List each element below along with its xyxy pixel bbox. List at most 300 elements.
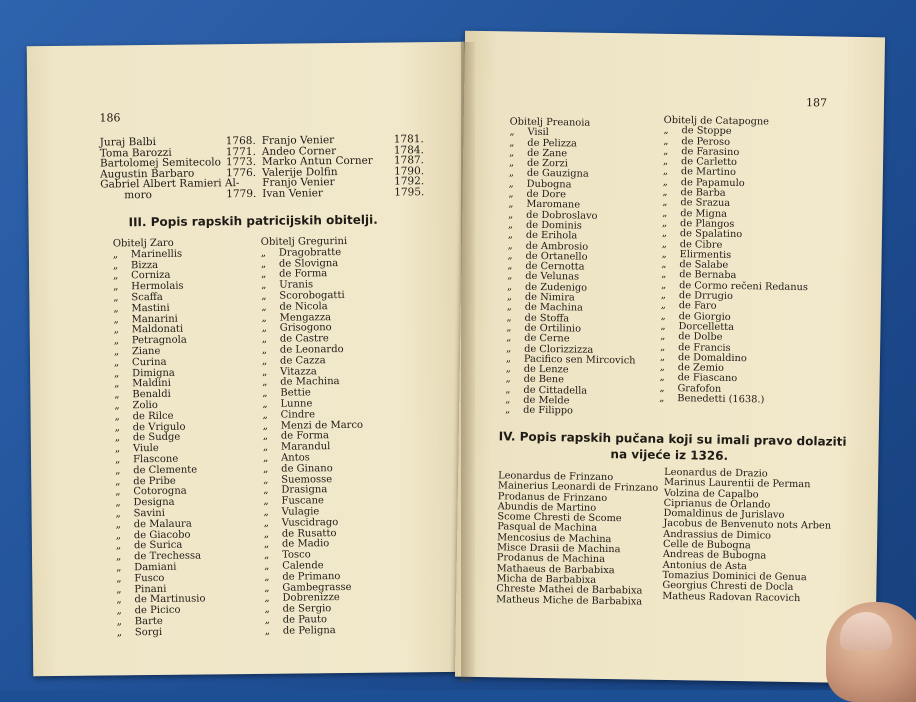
list-item [117,627,206,639]
ditto-mark: „ [662,176,668,188]
ditto-mark: „ [508,178,514,190]
list-item-text: Petragnola [131,334,187,347]
list-item-text: de Pelizza [527,137,578,150]
list-item-text: Suemosse [281,473,333,486]
section-heading-iv-line2: na vijeće iz 1326. [610,447,729,463]
list-item-text: de Bene [523,374,565,386]
list-item-text: de Trechessa [134,550,202,563]
commoners-column-1 [496,471,658,607]
list-item-text: Cotorogna [133,485,187,498]
list-item-text: de Plangos [680,218,735,230]
list-item-text: de Zudenigo [524,281,588,294]
list-item-text: de Zorzi [526,157,568,170]
list-item-text: Benaldi [132,388,171,401]
list-item-text: Andrassius de Dimico [663,528,772,542]
list-item-text: Bettie [280,387,311,399]
ditto-mark: „ [660,341,666,353]
doge-year: 1792. [394,175,425,188]
ditto-mark: „ [662,207,668,219]
doge-name: Marko Antun Corner [261,154,373,169]
ditto-mark: „ [114,421,120,433]
ditto-mark: „ [114,432,121,444]
ditto-mark: „ [114,443,121,455]
list-item-text: Ciprianus de Orlando [663,497,771,511]
ditto-mark: „ [508,167,515,180]
list-item-text: Sorgi [134,626,163,638]
list-item-text: de Vrigulo [132,421,186,433]
ditto-mark: „ [114,454,121,466]
ditto-mark: „ [663,145,669,157]
family-list-column-3 [505,117,639,418]
list-item-text: de Migna [680,207,728,220]
list-item-text: de Martino [680,166,737,179]
list-item-text: de Melde [523,394,570,407]
ditto-mark: „ [662,156,669,168]
list-item-text: de Dobroslavo [526,209,598,222]
list-item-text: Vuscidrago [281,516,339,529]
list-item-text: Zolio [132,399,158,412]
list-item-text: Maldonati [131,324,184,336]
list-item-text: de Domaldino [677,351,747,365]
ditto-mark: „ [263,506,269,518]
ditto-mark: „ [262,366,268,378]
list-item-text: de Primano [282,570,341,583]
ditto-mark: „ [660,331,666,343]
ditto-mark: „ [114,389,120,401]
list-item-text: de Machina [280,376,340,389]
doge-year: 1768. [225,134,256,148]
ditto-mark: „ [264,603,270,615]
doge-name: Valerije Dolfin [261,165,338,179]
ditto-mark: „ [662,217,668,229]
list-item-text: Corniza [131,270,171,282]
list-item-text: de Nimira [524,291,575,304]
left-page [27,42,472,677]
list-item-text: Dubogna [526,178,572,191]
list-item-text: Dobrenizze [282,592,340,604]
list-first-entry: Obitelj Gregurini [260,235,348,248]
list-item-text: Matheus Miche de Barbabixa [496,593,643,608]
list-item-text: Benedetti (1638.) [677,393,765,406]
list-item-text: de Gauzigna [526,168,589,181]
ditto-mark: „ [115,486,121,498]
doge-name: Ivan Venier [262,187,323,200]
list-item-text: Andreas de Bubogna [662,549,767,562]
ditto-mark: „ [264,625,271,637]
list-item-text: Scaffa [131,291,163,304]
list-item-text: Viule [132,443,159,455]
list-item-text: Damiani [134,561,177,574]
list-item-text: Antonius de Asta [662,559,747,572]
list-item-text: de Slovigna [278,257,339,270]
list-item-text: de Martinusio [134,593,206,606]
ditto-mark: „ [112,249,119,261]
list-item-text: Vulagie [281,506,320,518]
ditto-mark: „ [263,539,270,551]
ditto-mark: „ [509,147,515,159]
list-item-text: de Giorgio [678,310,731,323]
ditto-mark: „ [661,238,667,250]
ditto-mark: „ [507,229,514,241]
list-item-text: de Clemente [133,464,198,476]
ditto-mark: „ [507,219,514,231]
ditto-mark: „ [116,605,122,617]
list-item-text: Gambegrasse [282,581,352,594]
ditto-mark: „ [505,404,511,416]
list-item [659,394,806,407]
ditto-mark: „ [661,248,667,260]
list-item-text: Prodanus de Frinzano [497,490,608,504]
doge-year: 1773. [225,156,257,169]
ditto-mark: „ [261,344,268,356]
ditto-mark: „ [505,373,511,385]
list-item-text: Georgius Chresti de Docla [662,580,794,594]
list-item-text: Pinani [134,583,167,595]
list-item-text: Flascone [132,453,179,466]
list-item-text: de Sergio [282,603,332,615]
list-item-text: de Erihola [525,229,578,242]
ditto-mark: „ [116,583,122,595]
list-item-text: Dorcelletta [678,321,735,333]
ditto-mark: „ [263,485,269,497]
list-item-text: de Bernaba [679,269,737,282]
ditto-mark: „ [112,259,119,272]
page-number-right: 187 [805,96,828,110]
ditto-mark: „ [263,474,269,486]
list-item-text: Tosco [281,549,311,561]
list-item-text: Pacifico sen Mircovich [523,353,636,367]
list-item-text: de Forma [280,430,330,443]
list-item-text: Dragobratte [278,246,342,259]
ditto-mark: „ [507,270,513,282]
page-number-left: 186 [99,111,121,125]
doge-year: 1790. [393,164,425,178]
list-item-text: de Fiascano [677,372,738,385]
ditto-mark: „ [659,372,665,384]
list-item-text: de Ambrosio [525,240,589,253]
list-item-text: de Cibre [679,238,723,251]
list-item-text: Tomazius Dominici de Genua [662,569,807,584]
ditto-mark: „ [114,411,120,423]
list-item-text: Drasigna [281,484,328,496]
list-item-text: Domaldinus de Jurislavo [663,508,785,522]
list-item-text: Calende [282,560,324,572]
ditto-mark: „ [262,377,268,389]
list-item-text: de Peroso [681,135,731,148]
list-item-text: Mastini [131,302,170,315]
ditto-mark: „ [262,431,269,443]
family-list-column-1 [113,238,206,638]
ditto-mark: „ [262,452,269,464]
list-item-text: Dimigna [132,367,175,379]
ditto-mark: „ [662,197,668,209]
ditto-mark: „ [661,269,667,281]
list-item-text: Manarini [131,313,178,325]
list-item-text: de Dolbe [678,331,723,344]
list-item-text: de Madio [281,538,330,550]
list-item-text: Mencosius de Machina [497,532,612,545]
ditto-mark: „ [115,540,122,552]
list-item-text: Leonardus de Drazio [664,466,768,480]
list-item-text: Menzi de Marco [280,419,364,432]
ditto-mark: „ [264,593,270,605]
list-item-text: de Dore [526,188,567,201]
ditto-mark: „ [508,209,514,221]
list-item-text: Chreste Mathei de Barbabixa [496,583,643,597]
ditto-mark: „ [660,289,667,301]
list-item-text: de Spalatino [679,228,743,241]
doge-year: 1781. [393,133,424,146]
list-item-text: de Srazua [680,197,731,210]
list-item-text: Uranis [279,279,314,291]
ditto-mark: „ [263,517,269,529]
ditto-mark: „ [113,335,120,347]
list-item-text: Grisogono [279,322,332,335]
list-item-text: Micha de Barbabixa [496,573,597,586]
ditto-mark: „ [507,240,513,252]
doge-year: 1787. [393,154,425,167]
ditto-mark: „ [260,247,267,259]
list-item-text: Marinus Laurentii de Perman [663,477,811,491]
ditto-mark: „ [659,351,666,363]
ditto-mark: „ [662,166,669,178]
list-item-text: Mathaeus de Barbabixa [496,562,615,576]
ditto-mark: „ [508,198,514,210]
ditto-mark: „ [507,260,513,272]
list-item-text: de Nicola [279,300,328,313]
book-gutter [461,42,475,682]
list-item-text: de Lenze [523,363,569,376]
ditto-mark: „ [659,382,665,394]
list-item-text: de Velunas [525,271,580,284]
list-item-text: Maromane [526,199,581,211]
list-item-text: Fusco [134,572,165,584]
list-item-text: de Cormo rečeni Redanus [679,279,809,293]
family-list-column-4 [659,116,810,407]
list-item-text: de Farasino [681,146,740,158]
ditto-mark: „ [663,125,669,137]
list-item-text: de Ortilinio [524,322,582,335]
list-first-entry: Obitelj de Catapogne [663,114,770,128]
ditto-mark: „ [262,387,268,400]
ditto-mark: „ [116,573,122,585]
ditto-mark: „ [262,409,268,421]
ditto-mark: „ [508,188,514,200]
ditto-mark: „ [261,323,267,335]
list-item-text: de Forma [279,268,328,281]
ditto-mark: „ [261,280,267,292]
doge-year: 1795. [394,186,425,199]
list-item-text: de Rusatto [281,527,337,540]
list-item-text: de Barba [680,187,726,199]
list-item-text: de Peligna [282,624,336,637]
ditto-mark: „ [660,320,666,332]
list-item-text: Grafofon [677,382,722,395]
right-page [455,31,885,684]
ditto-mark: „ [261,269,267,281]
ditto-mark: „ [113,324,119,336]
list-item-text: de Picico [134,604,181,617]
list-first-entry: Obitelj Preanoia [509,116,591,129]
list-item-text: Pasqual de Machina [497,521,598,535]
list-item [505,406,635,418]
list-item-text: Hermolais [131,280,184,293]
ditto-mark: „ [115,465,121,477]
list-item-text: de Filippo [523,405,574,417]
list-item-text: Celle de Bubogna [662,538,751,552]
list-item-text: de Cittadella [523,384,588,397]
ditto-mark: „ [506,291,513,303]
list-item-text: de Drrugio [678,290,734,303]
list-item-text: Marandul [280,441,331,453]
list-item-text: Scorobogatti [279,289,345,302]
ditto-mark: „ [116,562,122,574]
list-item-text: Elirmentis [679,248,732,261]
list-item-text: de Stoppe [681,125,732,138]
ditto-mark: „ [115,508,121,520]
ditto-mark: „ [660,300,666,312]
list-item-text: Fuscane [281,495,324,507]
list-item-text: Lunne [280,398,313,410]
ditto-mark: „ [261,301,267,313]
list-item-text: Scome Chresti de Scome [497,511,622,525]
ditto-mark: „ [659,392,665,404]
list-item-text: Mainerius Leonardi de Frinzano [497,480,659,495]
list-item-text: Designa [133,496,175,509]
doge-name: Toma Barozzi [99,146,172,160]
ditto-mark: „ [505,363,511,375]
ditto-mark: „ [262,398,268,410]
list-item [496,595,656,608]
ditto-mark: „ [115,519,121,531]
ditto-mark: „ [263,463,269,475]
doge-name: moro [124,189,152,202]
list-item-text: de Surica [133,540,183,552]
ditto-mark: „ [506,301,512,313]
ditto-mark: „ [506,322,512,334]
ditto-mark: „ [115,529,122,541]
list-item-text: de Pribe [133,475,176,487]
list-item-text: de Stoffa [524,312,570,325]
ditto-mark: „ [116,594,122,606]
ditto-mark: „ [116,551,122,563]
doge-year: 1771. [225,145,256,158]
list-item-text: de Francis [678,341,731,354]
list-item-text: de Papamulo [680,176,745,189]
list-item-text: de Sudge [132,432,181,444]
ditto-mark: „ [264,582,270,594]
family-list-column-2 [261,237,366,638]
ditto-mark: „ [505,384,511,396]
list-item-text: Matheus Radovan Racovich [662,590,801,604]
ditto-mark: „ [114,367,120,379]
ditto-mark: „ [661,228,668,240]
doge-name: Franjo Venier [262,176,335,190]
ditto-mark: „ [113,270,119,282]
ditto-mark: „ [114,378,120,390]
list-item-text: de Castre [279,333,329,345]
list-item-text: de Malaura [133,518,192,530]
commoners-column-2 [662,468,832,604]
list-item-text: Antos [280,452,310,464]
list-item-text: de Machina [524,302,583,314]
ditto-mark: „ [262,441,269,453]
ditto-mark: „ [261,312,267,324]
list-item-text: Misce Drasii de Machina [496,542,621,556]
doge-name: Andeo Corner [261,144,337,158]
doge-name: Gabriel Albert Ramieri Al- [100,177,240,191]
ditto-mark: „ [507,250,513,262]
ditto-mark: „ [113,303,119,315]
section-heading-iv-line1: IV. Popis rapskih pučana koji su imali pravo dolaziti [498,429,847,449]
list-item-text: Vitazza [280,365,317,378]
ditto-mark: „ [116,627,123,639]
list-item-text: Savini [133,507,165,520]
ditto-mark: „ [662,186,668,199]
list-item-text: Barte [134,615,163,628]
list-item-text: Abundis de Martino [497,501,597,514]
doge-year: 1776. [225,166,257,180]
ditto-mark: „ [508,157,515,169]
ditto-mark: „ [260,258,267,270]
list-item-text: de Leonardo [279,343,344,356]
list-item-text: de Cazza [279,354,326,367]
list-item-text: Visil [527,127,549,139]
list-item-text: Leonardus de Frinzano [498,470,614,484]
ditto-mark: „ [659,361,665,374]
ditto-mark: „ [506,281,513,293]
list-item-text: de Carletto [680,156,738,169]
ditto-mark: „ [509,137,515,149]
list-item-text: de Cerne [524,332,570,345]
ditto-mark: „ [113,357,120,369]
list-item-text: de Faro [678,300,717,313]
doge-name: Juraj Balbi [99,135,157,149]
ditto-mark: „ [113,346,120,358]
doge-name: Bartolomej Semitecolo [99,156,222,170]
ditto-mark: „ [113,313,119,325]
ditto-mark: „ [113,281,119,293]
list-item-text: de Zane [527,147,568,160]
doge-year: 1784. [393,143,424,157]
list-item-text: Bizza [130,259,159,271]
ditto-mark: „ [506,312,512,324]
list-first-entry: Obitelj Zaro [112,237,174,250]
ditto-mark: „ [264,614,270,626]
list-item-text: de Salabe [679,259,729,272]
ditto-mark: „ [264,549,270,561]
ditto-mark: „ [663,135,669,147]
list-item-text: Maldini [132,378,171,390]
list-item-text: de Ortanello [525,250,588,263]
list-item-text: de Cernotta [525,260,585,273]
doge-year: 1779. [226,187,257,201]
list-item-text: de Zemio [677,362,725,374]
ditto-mark: „ [660,310,666,322]
list-item-text: Marinellis [130,248,183,261]
list-item [265,625,365,637]
ditto-mark: „ [661,279,667,291]
ditto-mark: „ [261,290,267,302]
ditto-mark: „ [115,475,121,487]
ditto-mark: „ [262,420,268,432]
ditto-mark: „ [661,259,667,271]
list-item-text: Cindre [280,409,316,421]
ditto-mark: „ [264,560,270,572]
doge-name: Franjo Venier [261,134,335,147]
doge-name: Augustin Barbaro [99,167,195,181]
ditto-mark: „ [506,332,512,344]
